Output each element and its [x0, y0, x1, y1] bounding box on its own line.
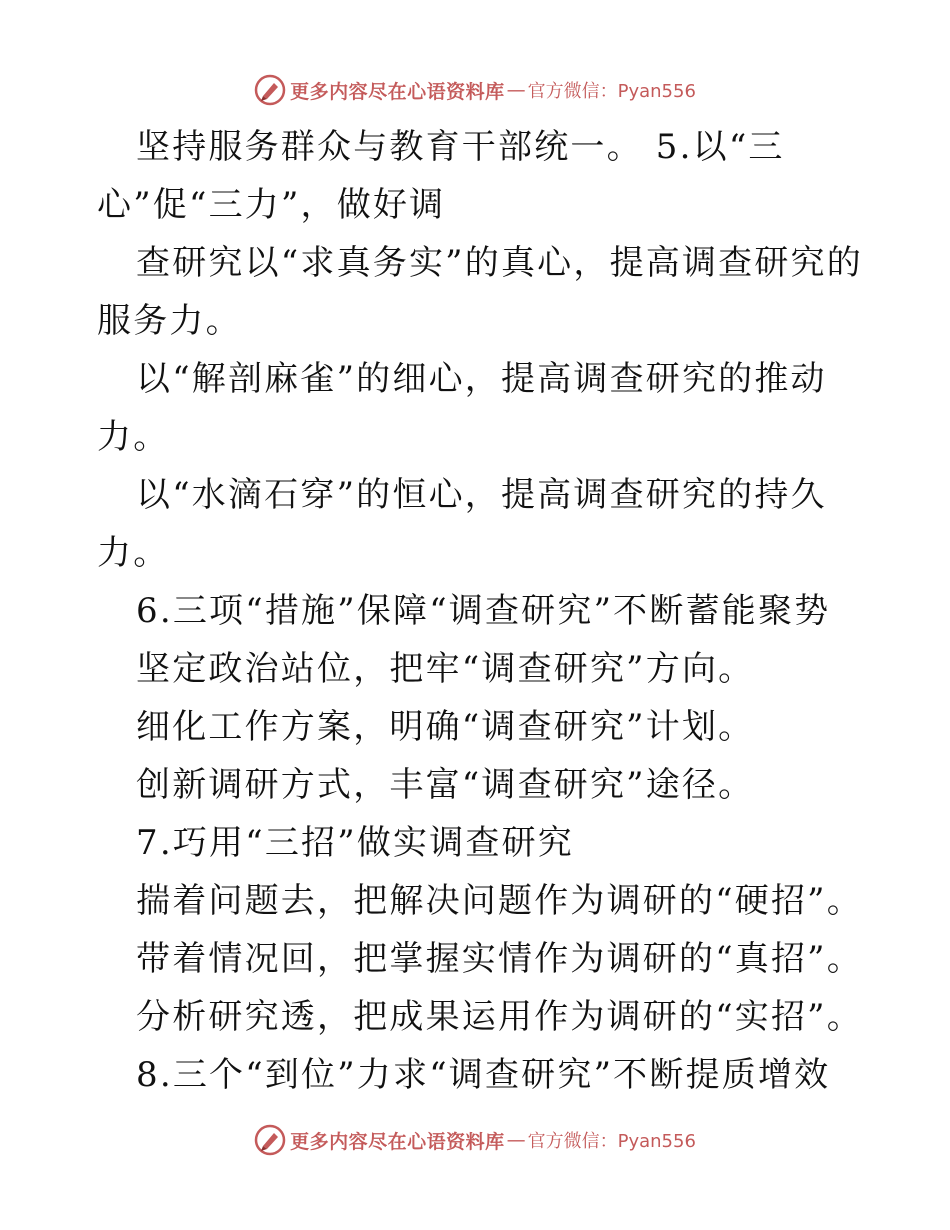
text-line: 坚定政治站位，把牢“调查研究”方向。: [136, 649, 755, 689]
text-line: 带着情况回，把掌握实情作为调研的“真招”。: [136, 939, 863, 979]
watermark-separator: —: [506, 79, 526, 101]
text-line: 坚持服务群众与教育干部统一。 5.以“三: [136, 127, 785, 167]
pen-logo-icon: [254, 74, 286, 106]
watermark-contact-text: 官方微信：Pyan556: [527, 1131, 696, 1152]
text-line: 心”促“三力”，做好调: [97, 185, 446, 225]
watermark-main-text: 更多内容尽在心语资料库: [290, 80, 505, 103]
section-heading: 7.巧用“三招”做实调查研究: [136, 823, 575, 863]
text-line: 分析研究透，把成果运用作为调研的“实招”。: [136, 997, 863, 1037]
text-line: 服务力。: [97, 301, 242, 341]
header-watermark: [0, 70, 950, 110]
text-line: 揣着问题去，把解决问题作为调研的“硬招”。: [136, 881, 863, 921]
watermark-main-text: 更多内容尽在心语资料库: [290, 1130, 505, 1153]
footer-watermark: [0, 1120, 950, 1160]
text-line: 以“解剖麻雀”的细心，提高调查研究的推动: [136, 359, 827, 399]
pen-logo-icon: [254, 1124, 286, 1156]
text-line: 力。: [97, 417, 170, 457]
text-line: 以“水滴石穿”的恒心，提高调查研究的持久: [136, 475, 827, 515]
watermark-separator: —: [506, 1129, 526, 1151]
section-heading: 8.三个“到位”力求“调查研究”不断提质增效: [136, 1055, 831, 1095]
text-line: 细化工作方案，明确“调查研究”计划。: [136, 707, 755, 747]
section-heading: 6.三项“措施”保障“调查研究”不断蓄能聚势: [136, 591, 831, 631]
text-line: 力。: [97, 533, 170, 573]
text-line: 查研究以“求真务实”的真心，提高调查研究的: [136, 243, 863, 283]
watermark-contact-text: 官方微信：Pyan556: [527, 81, 696, 102]
text-line: 创新调研方式，丰富“调查研究”途径。: [136, 765, 755, 805]
